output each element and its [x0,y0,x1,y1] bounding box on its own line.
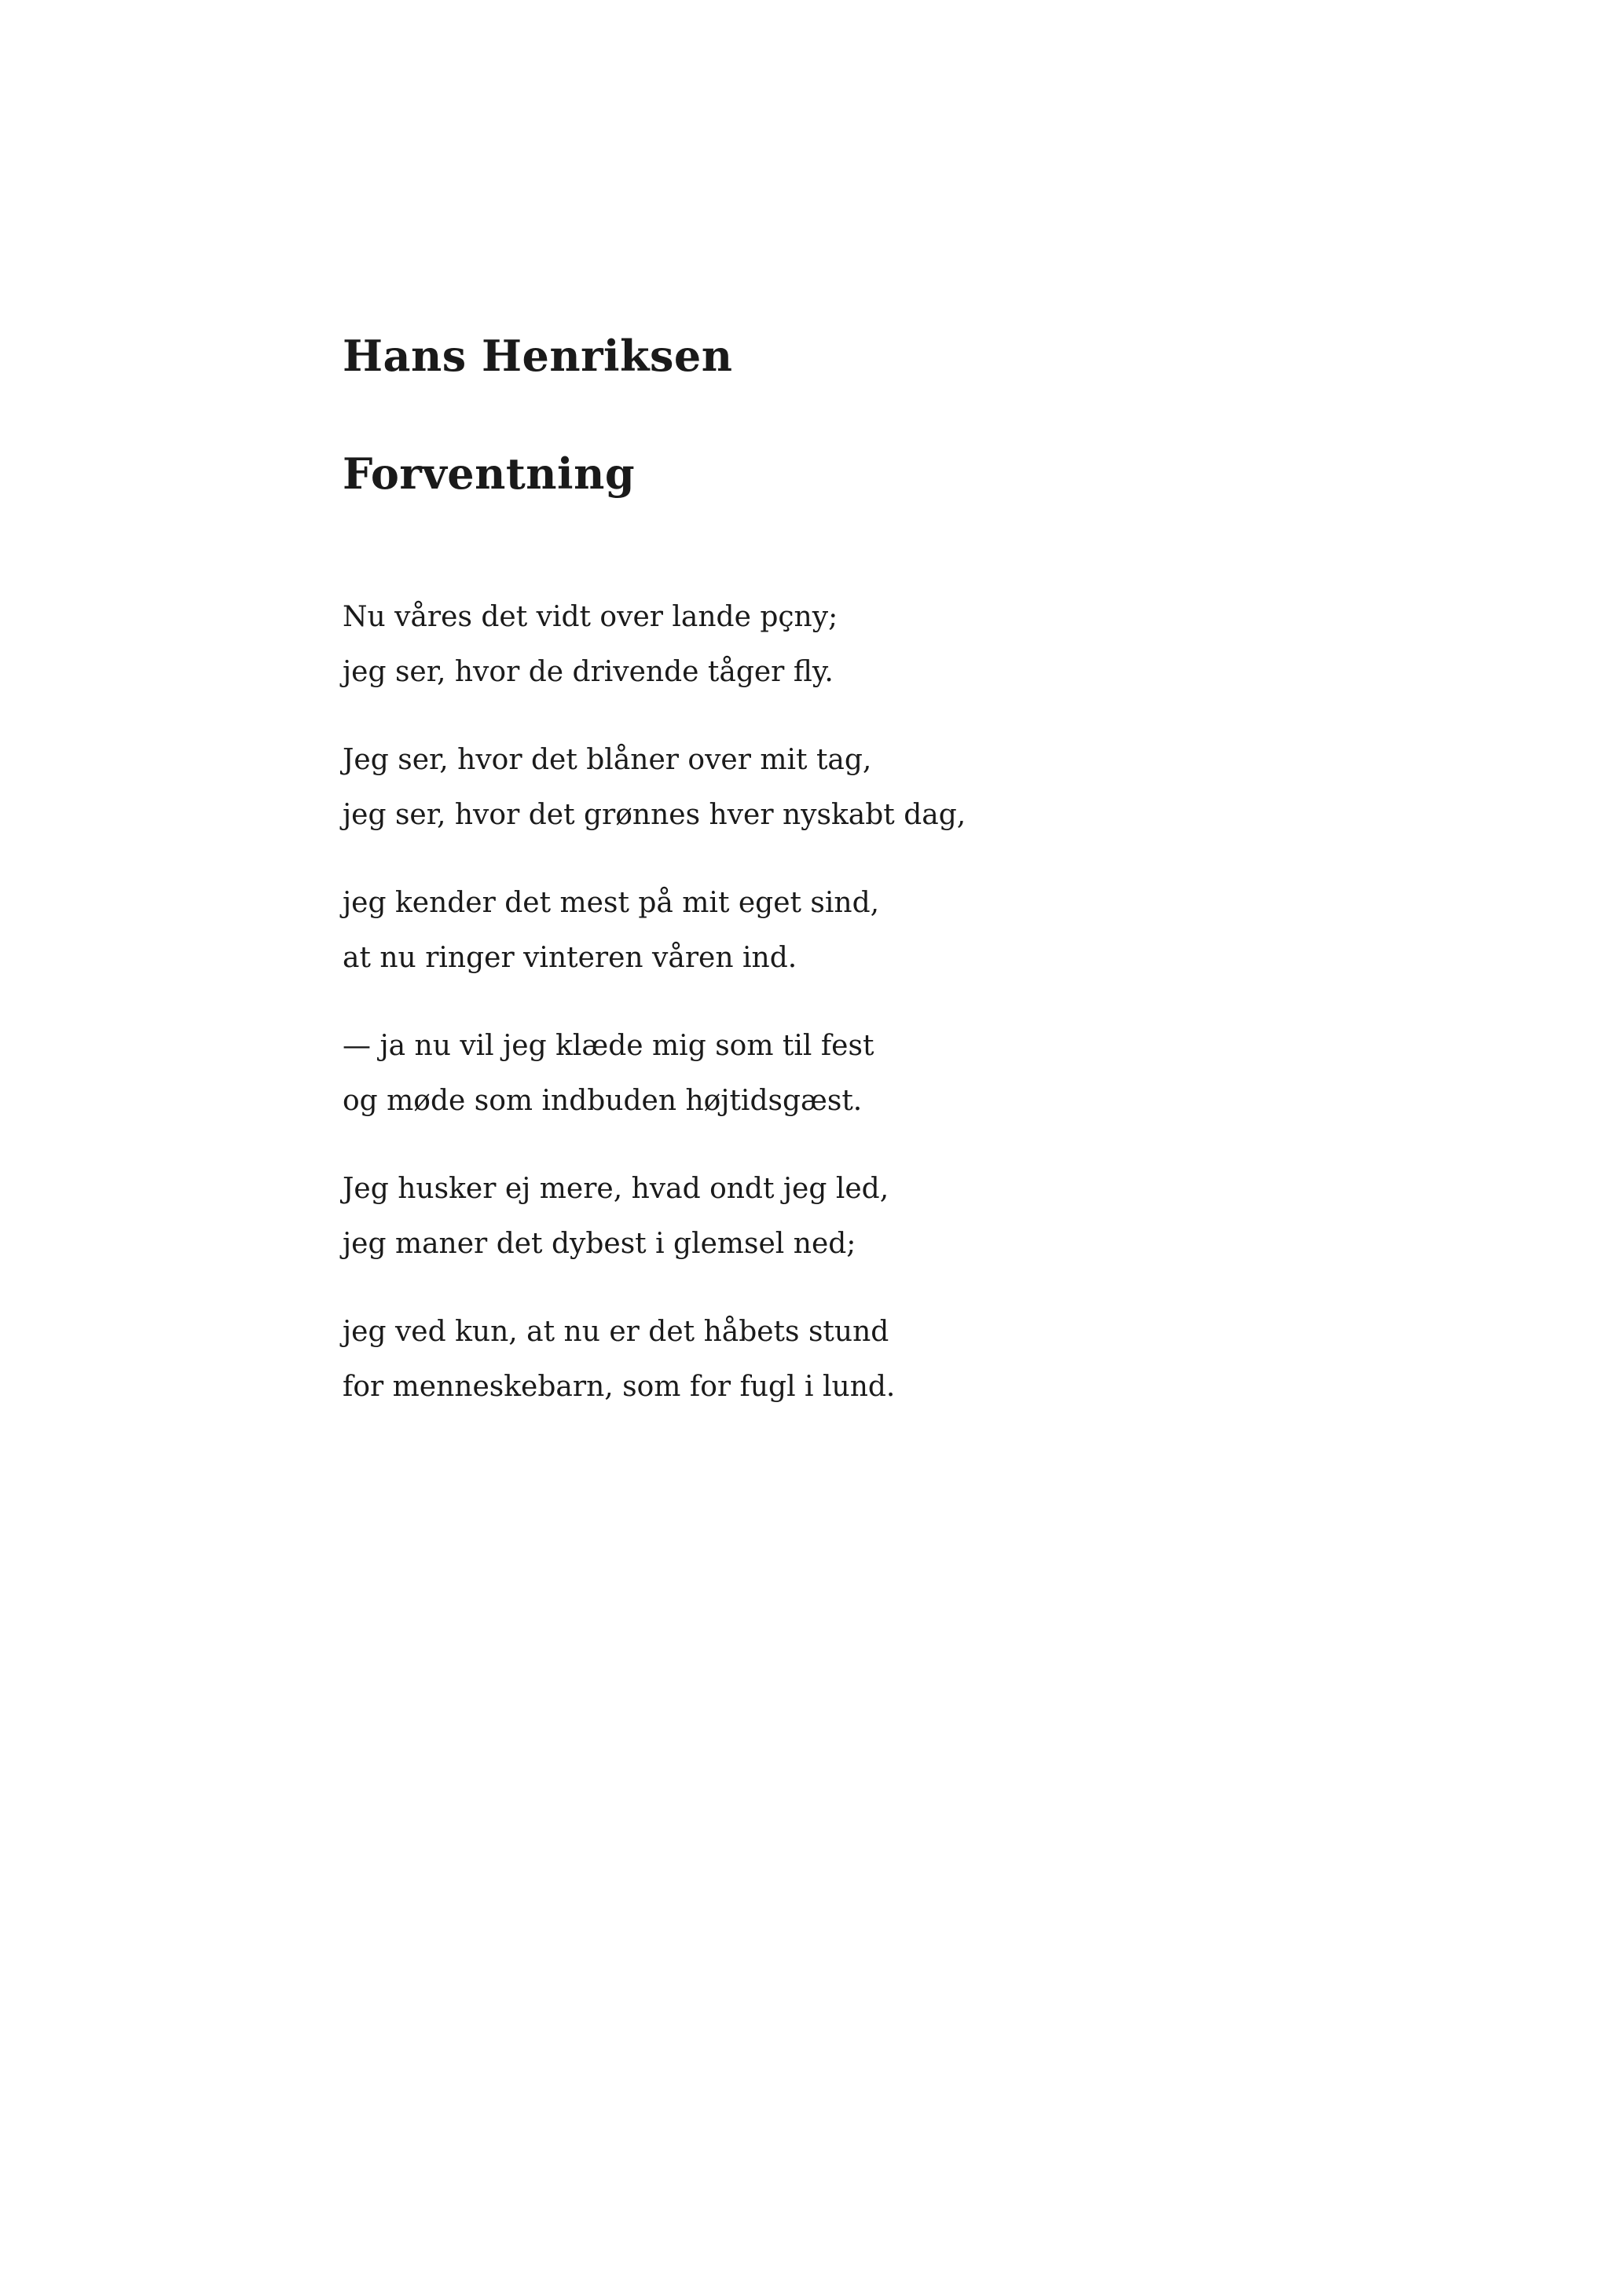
poem-line: at nu ringer vinteren våren ind. [343,942,797,974]
poem-line: og møde som indbuden højtidsgæst. [343,1085,863,1117]
author-name: Hans Henriksen [343,331,733,381]
stanza-1 [343,590,1364,700]
poem-line: for menneskebarn, som for fugl i lund. [343,1371,896,1403]
poem-title: Forventning [343,449,636,499]
stanza-3 [343,876,1364,986]
poem-content [343,328,1364,1448]
poem-line: Jeg ser, hvor det blåner over mit tag, [343,744,872,776]
stanza-5 [343,1162,1364,1272]
poem-line: jeg ser, hvor det grønnes hver nyskabt dag, [343,799,966,831]
poem-line: jeg ved kun, at nu er det håbets stund [343,1316,889,1348]
poem-line: Nu våres det vidt over lande pçny; [343,601,838,633]
poem-line: jeg ser, hvor de drivende tåger fly. [343,656,834,688]
stanza-6 [343,1305,1364,1415]
poem-line: Jeg husker ej mere, hvad ondt jeg led, [343,1173,889,1205]
stanza-2 [343,733,1364,843]
poem-line: — ja nu vil jeg klæde mig som til fest [343,1030,874,1062]
poem-body [343,590,1364,1415]
poem-line: jeg maner det dybest i glemsel ned; [343,1228,856,1260]
poem-line: jeg kender det mest på mit eget sind, [343,887,880,919]
stanza-4 [343,1019,1364,1129]
